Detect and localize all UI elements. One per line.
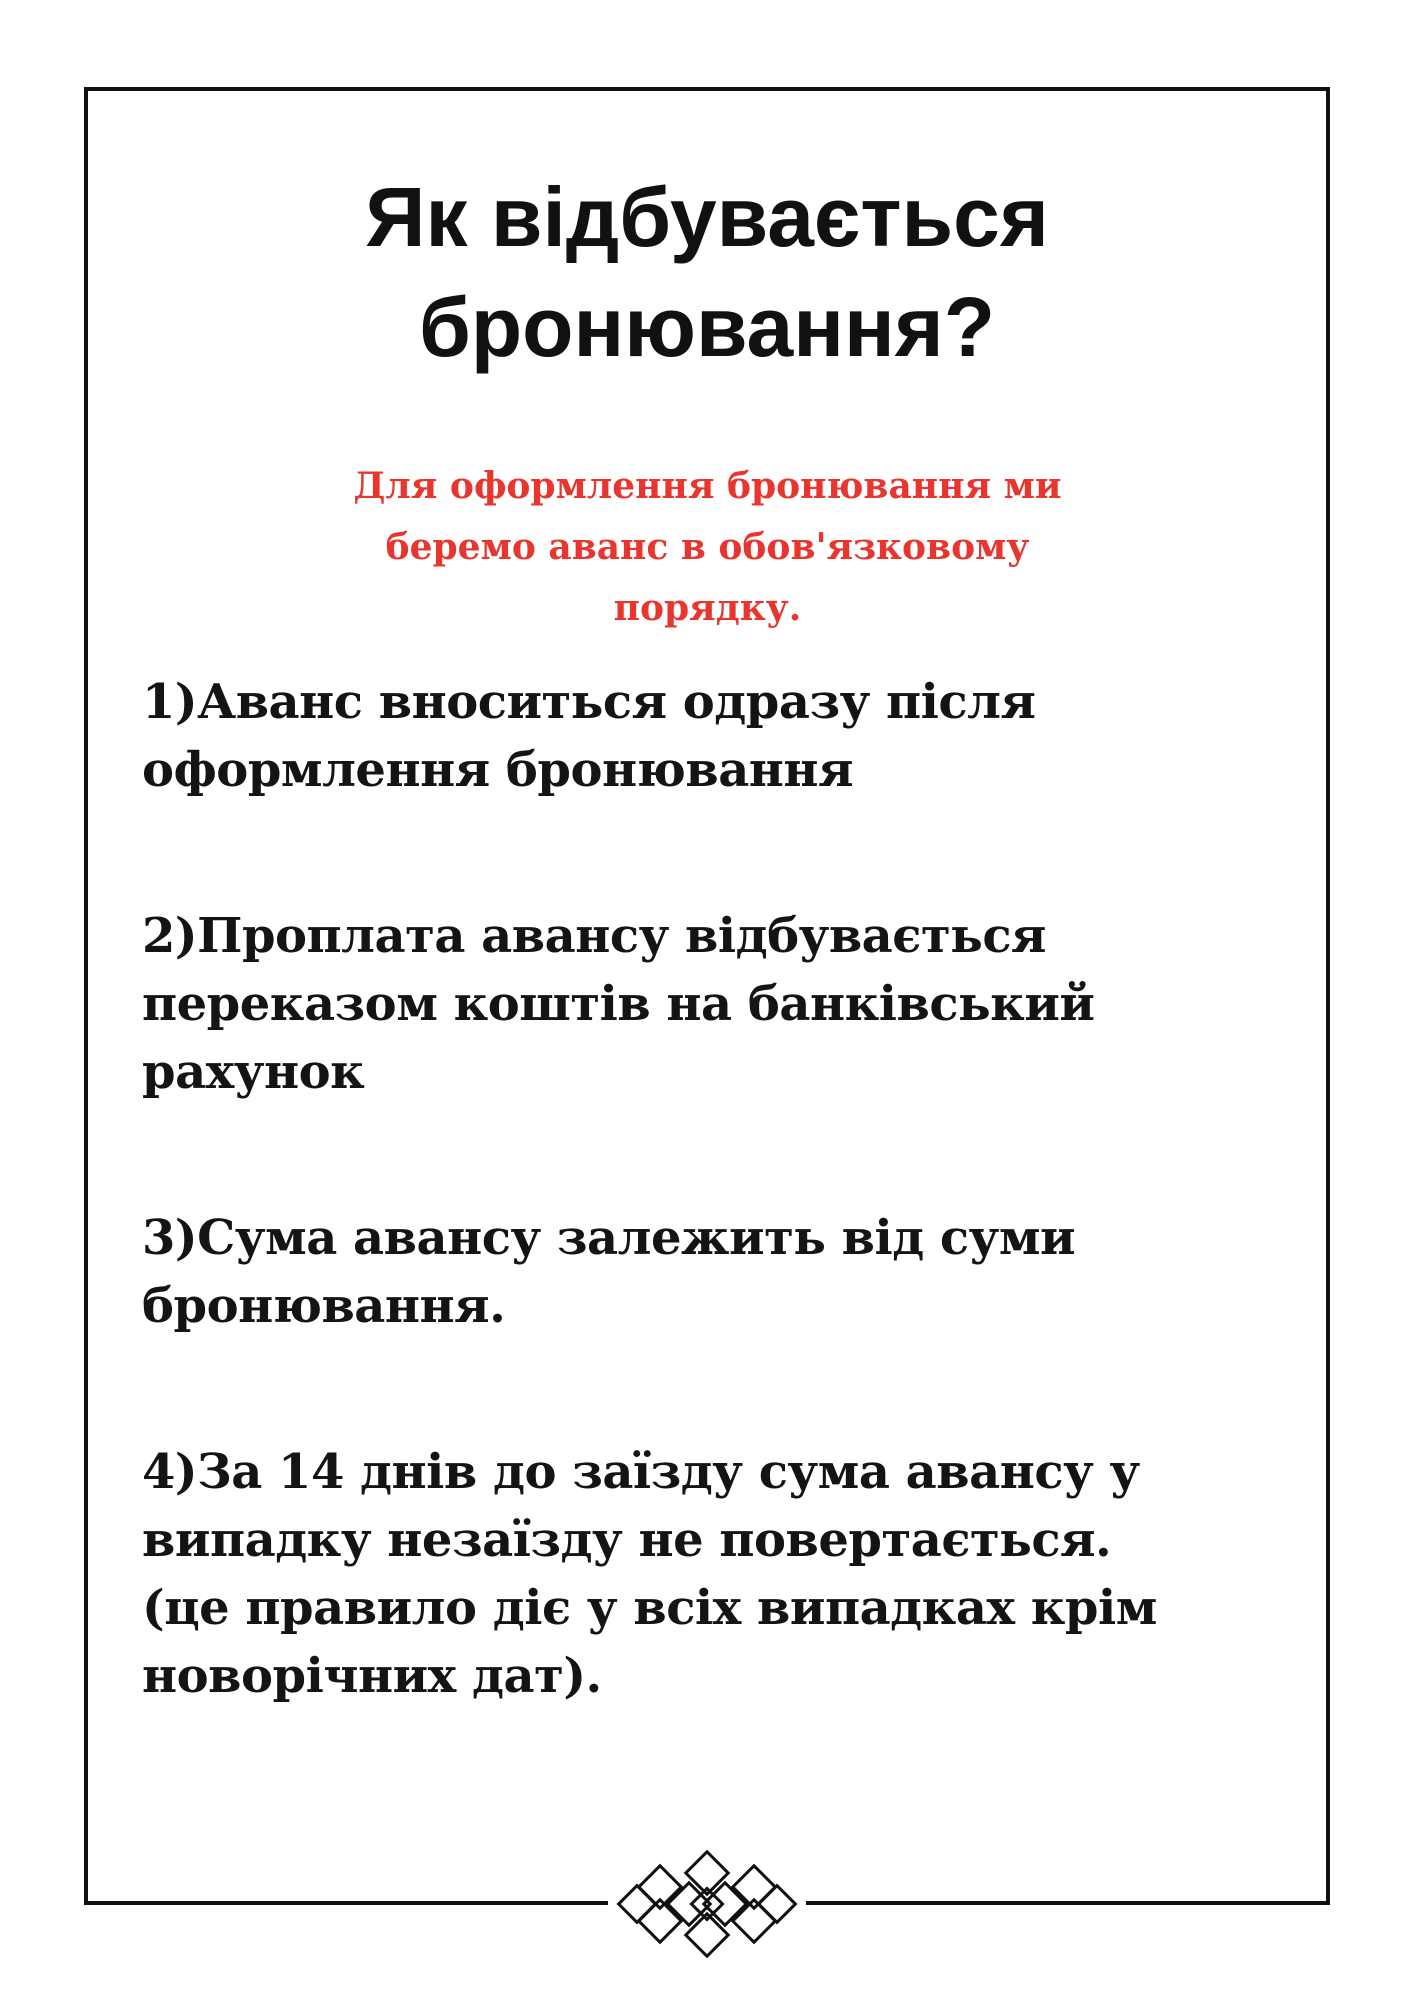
rule-2-line-1: 2)Проплата авансу відбувається (142, 908, 1047, 964)
notice-line-3: порядку. (613, 587, 802, 629)
page-title (84, 162, 1330, 382)
rule-1-line-2: оформлення бронювання (142, 742, 854, 798)
notice-line-2: беремо аванс в обов'язковому (385, 526, 1030, 568)
rule-3-line-1: 3)Сума авансу залежить від суми (142, 1210, 1076, 1266)
diamond-lattice-ornament-icon (608, 1850, 806, 1958)
rule-4-line-3: (це правило діє у всіх випадках крім (142, 1580, 1157, 1636)
rule-2-line-2: переказом коштів на банківський (142, 976, 1095, 1032)
rule-item-4 (142, 1438, 1292, 1710)
rule-item-1 (142, 668, 1292, 804)
rule-3-line-2: бронювання. (142, 1278, 506, 1334)
rule-item-2 (142, 902, 1292, 1106)
advance-notice (280, 456, 1135, 639)
rule-2-line-3: рахунок (142, 1044, 365, 1100)
title-line-1: Як відбувається (365, 170, 1049, 264)
rule-4-line-1: 4)За 14 днів до заїзду сума авансу у (142, 1444, 1140, 1500)
booking-rules-list (142, 668, 1292, 1808)
rule-4-line-4: новорічних дат). (142, 1648, 602, 1704)
title-line-2: бронювання? (418, 280, 996, 374)
rule-item-3 (142, 1204, 1292, 1340)
rule-4-line-2: випадку незаїзду не повертається. (142, 1512, 1112, 1568)
rule-1-line-1: 1)Аванс вноситься одразу після (142, 674, 1036, 730)
notice-line-1: Для оформлення бронювання ми (353, 465, 1062, 507)
